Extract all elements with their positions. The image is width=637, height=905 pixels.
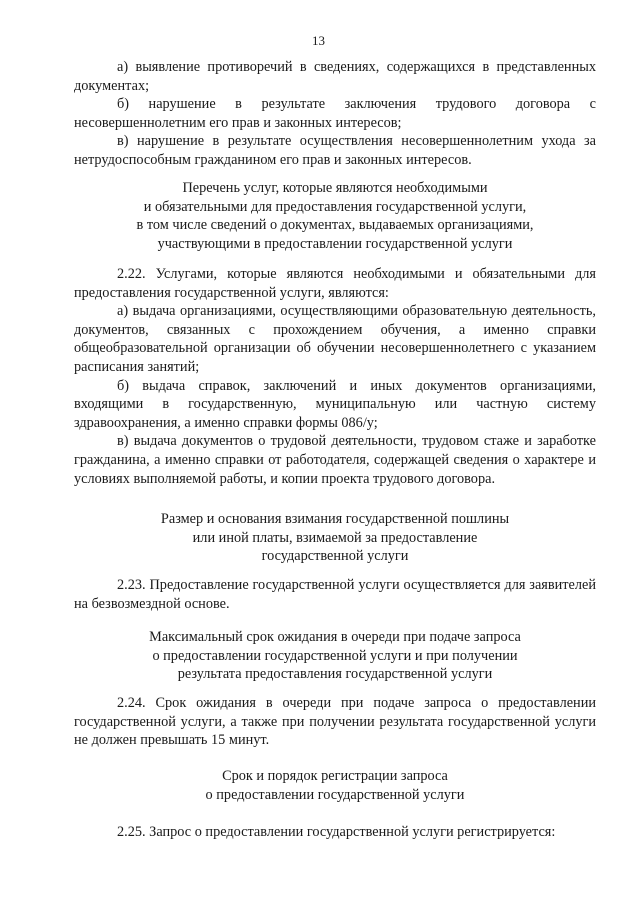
paragraph: б) нарушение в результате заключения трудового договора с несовершеннолетним его прав и законных интересов;: [74, 96, 596, 131]
paragraph: а) выявление противоречий в сведениях, содержащихся в представленных документах;: [74, 59, 596, 94]
section-2-22: [74, 265, 596, 488]
paragraph: 2.25. Запрос о предоставлении государственной услуги регистрируется:: [117, 824, 556, 840]
heading-line: Размер и основания взимания государственной пошлины: [160, 511, 510, 527]
heading-line: и обязательными для предоставления государственной услуги,: [143, 198, 527, 215]
section-heading-required-services: [40, 179, 630, 253]
heading-line: Максимальный срок ожидания в очереди при подаче запроса: [149, 629, 521, 645]
paragraph: 2.23. Предоставление государственной услуги осуществляется для заявителей на безвозмездной основе.: [74, 577, 596, 612]
paragraph: б) выдача справок, заключений и иных документов организациями, входящими в государственную, муниципальную или частную систему здравоохранения, а именно справки формы 086/у;: [74, 377, 596, 431]
paragraph: в) выдача документов о трудовой деятельности, трудовом стаже и заработке гражданина, а именно справки от работодателя, содержащей сведения о характере и условиях выполняемой работы, и копии проекта трудового договора.: [74, 433, 596, 487]
heading-line: Перечень услуг, которые являются необходимыми: [182, 180, 488, 196]
paragraph: 2.22. Услугами, которые являются необходимыми и обязательными для предоставления государственной услуги, являются:: [74, 266, 596, 301]
heading-line: участвующими в предоставлении государственной услуги: [157, 235, 513, 252]
section-heading-registration: [40, 767, 630, 804]
heading-line: о предоставлении государственной услуги: [205, 786, 465, 803]
paragraph: 2.24. Срок ожидания в очереди при подаче запроса о предоставлении государственной услуги, а также при получении результата государственной услуги не должен превышать 15 минут.: [74, 695, 596, 749]
section-2-24: [74, 694, 596, 750]
section-2-25: [74, 823, 596, 842]
paragraph: а) выдача организациями, осуществляющими образовательную деятельность, документов, связанных с прохождением обучения, а именно справки общеобразовательной организации об обучении несовершеннолетнего с указанием расписания занятий;: [74, 303, 596, 375]
heading-line: Срок и порядок регистрации запроса: [222, 768, 448, 784]
heading-line: государственной услуги: [261, 548, 409, 565]
rejection-grounds-list: [74, 58, 596, 170]
paragraph: в) нарушение в результате осуществления несовершеннолетним ухода за нетрудоспособным гражданином его прав и законных интересов.: [74, 133, 596, 168]
heading-line: или иной платы, взимаемой за предоставление: [192, 529, 478, 546]
heading-line: в том числе сведений о документах, выдаваемых организациями,: [136, 217, 534, 234]
page-number: 13: [312, 33, 325, 48]
heading-line: о предоставлении государственной услуги и при получении: [152, 647, 518, 664]
heading-line: результата предоставления государственной услуги: [177, 666, 493, 683]
section-heading-queue-time: [40, 628, 630, 684]
section-heading-fee: [40, 510, 630, 566]
section-2-23: [74, 576, 596, 613]
